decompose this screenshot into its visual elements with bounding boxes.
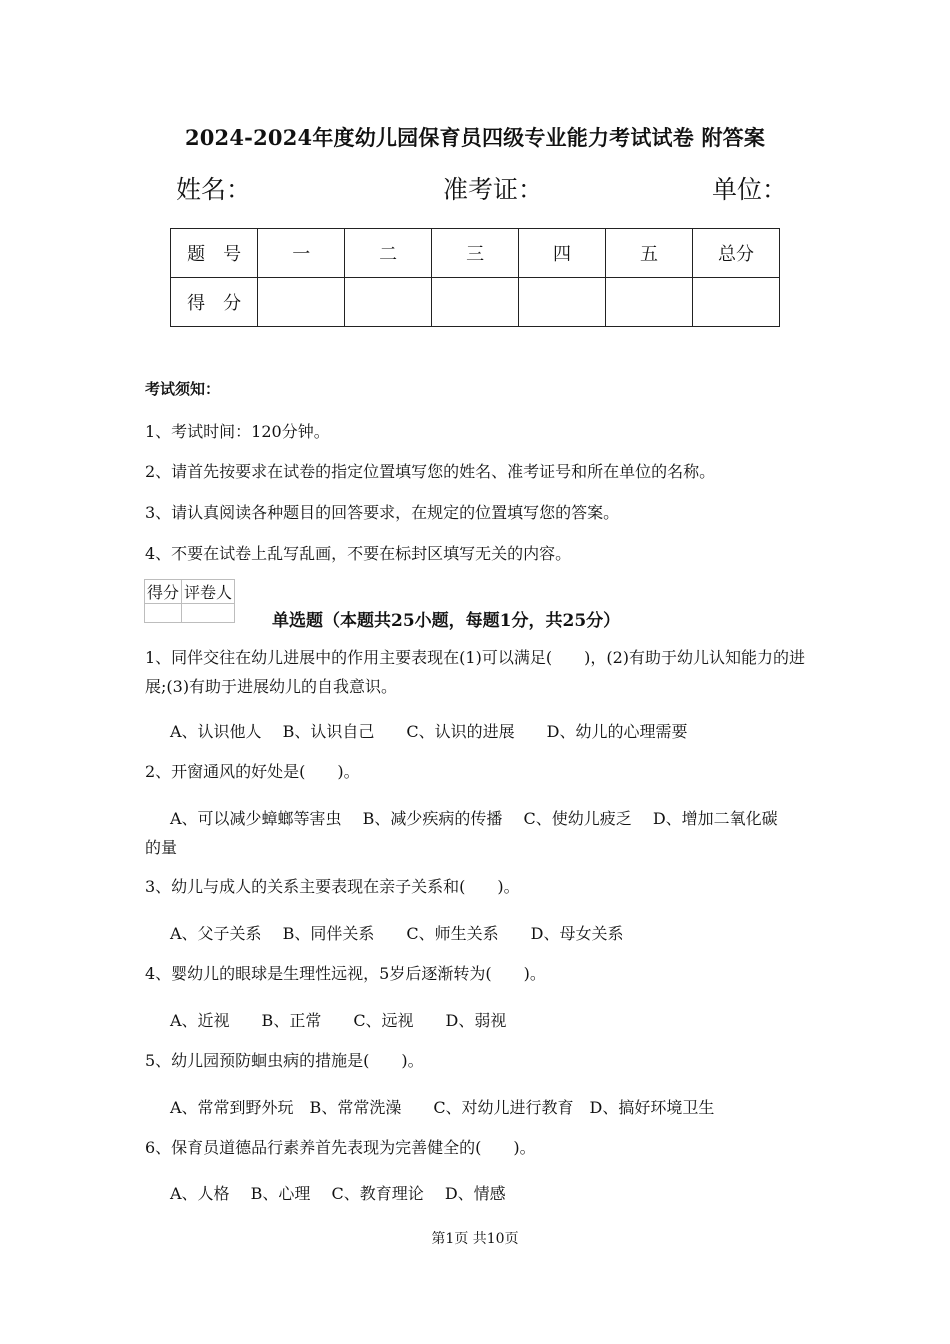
question-options: A、常常到野外玩 B、常常洗澡 C、对幼儿进行教育 D、搞好环境卫生	[170, 1098, 715, 1117]
score-table-header-row	[171, 229, 780, 278]
score-cell[interactable]	[519, 278, 606, 327]
exam-id-label: 准考证：	[443, 175, 544, 204]
section-title: 单选题（本题共25小题，每题1分，共25分）	[272, 611, 621, 631]
document-title: 2024-2024年度幼儿园保育员四级专业能力考试试卷 附答案	[184, 125, 766, 150]
question-options: A、人格 B、心理 C、教育理论 D、情感	[170, 1184, 506, 1203]
unit-label: 单位：	[712, 175, 788, 204]
page-footer: 第1页 共10页	[431, 1231, 519, 1247]
question-options: A、认识他人 B、认识自己 C、认识的进展 D、幼儿的心理需要	[170, 722, 688, 741]
grader-box	[144, 579, 235, 623]
score-table-header-cell: 题 号	[171, 229, 258, 278]
score-table-header-cell: 二	[345, 229, 432, 278]
score-table-header-cell: 三	[432, 229, 519, 278]
score-cell[interactable]	[345, 278, 432, 327]
note-item: 3、请认真阅读各种题目的回答要求，在规定的位置填写您的答案。	[145, 503, 620, 522]
name-label: 姓名：	[176, 175, 252, 204]
question-stem: 2、开窗通风的好处是( )。	[145, 762, 360, 781]
score-table-header-cell: 四	[519, 229, 606, 278]
grader-score-cell[interactable]	[145, 604, 182, 623]
score-table-score-row	[171, 278, 780, 327]
score-table-header-cell: 一	[258, 229, 345, 278]
question-options: A、可以减少蟑螂等害虫 B、减少疾病的传播 C、使幼儿疲乏 D、增加二氧化碳	[170, 809, 778, 828]
score-cell[interactable]	[606, 278, 693, 327]
question-options: A、父子关系 B、同伴关系 C、师生关系 D、母女关系	[170, 924, 624, 943]
score-table-header-cell: 总分	[692, 229, 779, 278]
score-cell[interactable]	[432, 278, 519, 327]
score-table-header-cell: 五	[606, 229, 693, 278]
question-stem: 6、保育员道德品行素养首先表现为完善健全的( )。	[145, 1138, 536, 1157]
question-stem: 4、婴幼儿的眼球是生理性远视，5岁后逐渐转为( )。	[145, 964, 546, 983]
question-stem: 5、幼儿园预防蛔虫病的措施是( )。	[145, 1051, 424, 1070]
score-row-label: 得 分	[171, 278, 258, 327]
question-options: A、近视 B、正常 C、远视 D、弱视	[170, 1011, 507, 1030]
notes-title: 考试须知：	[145, 380, 221, 398]
score-cell[interactable]	[692, 278, 779, 327]
grader-reviewer-cell[interactable]	[182, 604, 235, 623]
grader-reviewer-label: 评卷人	[182, 580, 235, 604]
note-item: 4、不要在试卷上乱写乱画，不要在标封区填写无关的内容。	[145, 544, 572, 563]
note-item: 1、考试时间：120分钟。	[145, 422, 330, 441]
question-stem: 3、幼儿与成人的关系主要表现在亲子关系和( )。	[145, 877, 520, 896]
question-stem: 1、同伴交往在幼儿进展中的作用主要表现在(1)可以满足( )，(2)有助于幼儿认知能力的进展;(3)有助于进展幼儿的自我意识。	[145, 648, 805, 696]
score-cell[interactable]	[258, 278, 345, 327]
question-options-continued: 的量	[145, 838, 178, 857]
note-item: 2、请首先按要求在试卷的指定位置填写您的姓名、准考证号和所在单位的名称。	[145, 462, 716, 481]
score-table	[170, 228, 780, 327]
grader-score-label: 得分	[145, 580, 182, 604]
